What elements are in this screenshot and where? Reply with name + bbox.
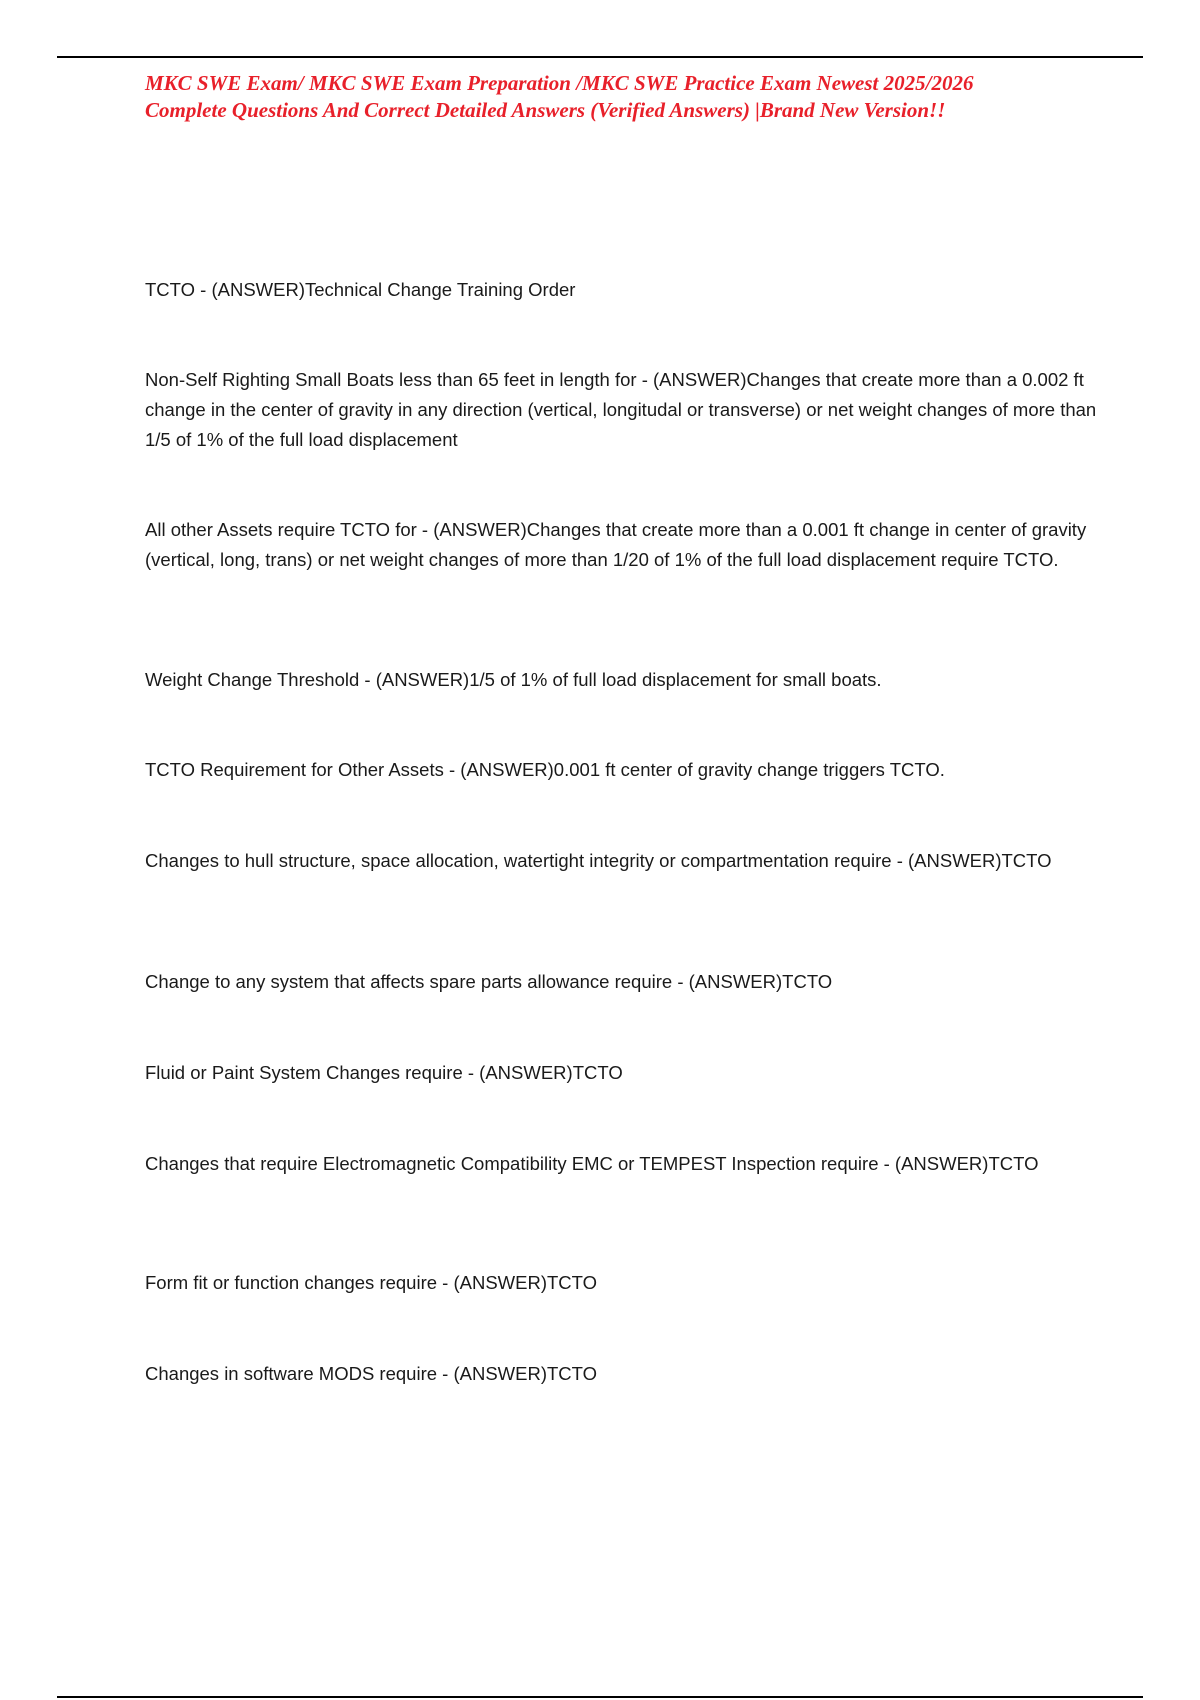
document-header xyxy=(145,70,1045,124)
qa-item: Change to any system that affects spare parts allowance require - (ANSWER)TCTO xyxy=(145,971,833,992)
header-line-2: Complete Questions And Correct Detailed Answers (Verified Answers) |Brand New Version!! xyxy=(145,98,946,122)
qa-item: All other Assets require TCTO for - (ANSWER)Changes that create more than a 0.001 ft change in center of gravity (vertical, long, trans) or net weight changes of more than 1/20 of 1% of the full load displacement require TCTO. xyxy=(145,519,1087,570)
qa-item: TCTO - (ANSWER)Technical Change Training Order xyxy=(145,279,576,300)
qa-item: Non-Self Righting Small Boats less than 65 feet in length for - (ANSWER)Changes that create more than a 0.002 ft change in the center of gravity in any direction (vertical, longitudal or transverse) or net weight changes of more than 1/5 of 1% of the full load displacement xyxy=(145,369,1097,450)
qa-item: Changes that require Electromagnetic Compatibility EMC or TEMPEST Inspection require - (ANSWER)TCTO xyxy=(145,1153,1039,1174)
bottom-rule xyxy=(57,1696,1143,1698)
qa-item: Fluid or Paint System Changes require - (ANSWER)TCTO xyxy=(145,1062,623,1083)
qa-item: Changes in software MODS require - (ANSWER)TCTO xyxy=(145,1363,597,1384)
qa-item: Changes to hull structure, space allocation, watertight integrity or compartmentation require - (ANSWER)TCTO xyxy=(145,850,1052,871)
top-rule xyxy=(57,56,1143,58)
qa-item: Weight Change Threshold - (ANSWER)1/5 of 1% of full load displacement for small boats. xyxy=(145,669,882,690)
qa-item: TCTO Requirement for Other Assets - (ANSWER)0.001 ft center of gravity change triggers TCTO. xyxy=(145,759,945,780)
qa-item: Form fit or function changes require - (ANSWER)TCTO xyxy=(145,1272,598,1293)
header-line-1: MKC SWE Exam/ MKC SWE Exam Preparation /MKC SWE Practice Exam Newest 2025/2026 xyxy=(145,71,974,95)
